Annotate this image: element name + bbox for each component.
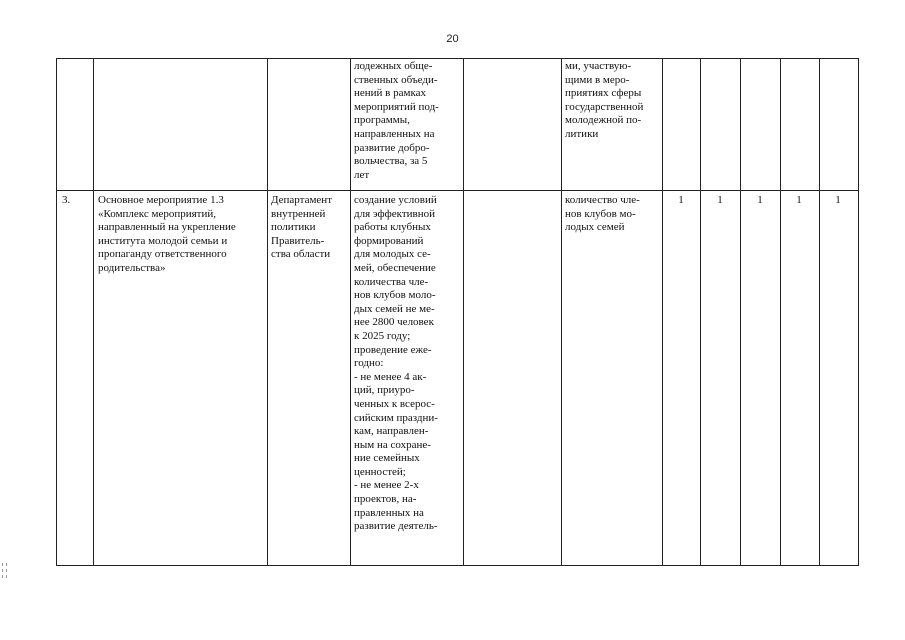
indicator-cell: количество чле- нов клубов мо- лодых семей	[565, 194, 640, 234]
value-cell: 1	[757, 194, 763, 206]
continuation-description-cell: лодежных обще- ственных объеди- нений в рамках мероприятий под- программы, направленных на развитие добро- вольчества, за 5 лет	[354, 60, 439, 181]
scan-mark	[6, 575, 7, 578]
value-cell: 1	[717, 194, 723, 206]
scan-mark	[2, 575, 3, 578]
value-cell: 1	[835, 194, 841, 206]
continuation-indicator-cell: ми, участвую- щими в меро- приятиях сферы государственной молодежной по- литики	[565, 60, 644, 140]
column-border	[267, 58, 268, 566]
column-border	[780, 58, 781, 566]
column-border	[819, 58, 820, 566]
column-border	[561, 58, 562, 566]
scan-mark	[6, 563, 7, 566]
row-number-cell: 3.	[62, 194, 71, 206]
column-border	[700, 58, 701, 566]
table-top-border	[56, 58, 859, 59]
column-border	[463, 58, 464, 566]
column-border	[740, 58, 741, 566]
row-divider	[56, 190, 859, 191]
scan-mark	[6, 569, 7, 572]
column-border	[662, 58, 663, 566]
scan-mark	[2, 569, 3, 572]
value-cell: 1	[796, 194, 802, 206]
value-cell: 1	[678, 194, 684, 206]
description-cell: создание условий для эффективной работы клубных формирований для молодых се- мей, обеспечение количества чле- нов клубов моло- дых семей не ме- нее 2800 человек к 2025 году; проведение еже- годно: - не менее 4 ак- ций, приуро- ченных к всерос- сийским праздни- кам, направлен- ным на сохране- ние семейных ценностей; - не менее 2-х проектов, на- правленных на развитие деятель-	[354, 194, 438, 533]
page-number: 20	[446, 33, 459, 45]
column-border	[93, 58, 94, 566]
scan-mark	[2, 563, 3, 566]
event-name-cell: Основное мероприятие 1.3 «Комплекс мероприятий, направленный на укрепление института молодой семьи и пропаганду ответственного родительства»	[98, 194, 236, 274]
column-border	[350, 58, 351, 566]
executor-cell: Департамент внутренней политики Правитель- ства области	[271, 194, 333, 261]
table-bottom-border	[56, 565, 859, 566]
column-border	[56, 58, 57, 566]
column-border	[858, 58, 859, 566]
